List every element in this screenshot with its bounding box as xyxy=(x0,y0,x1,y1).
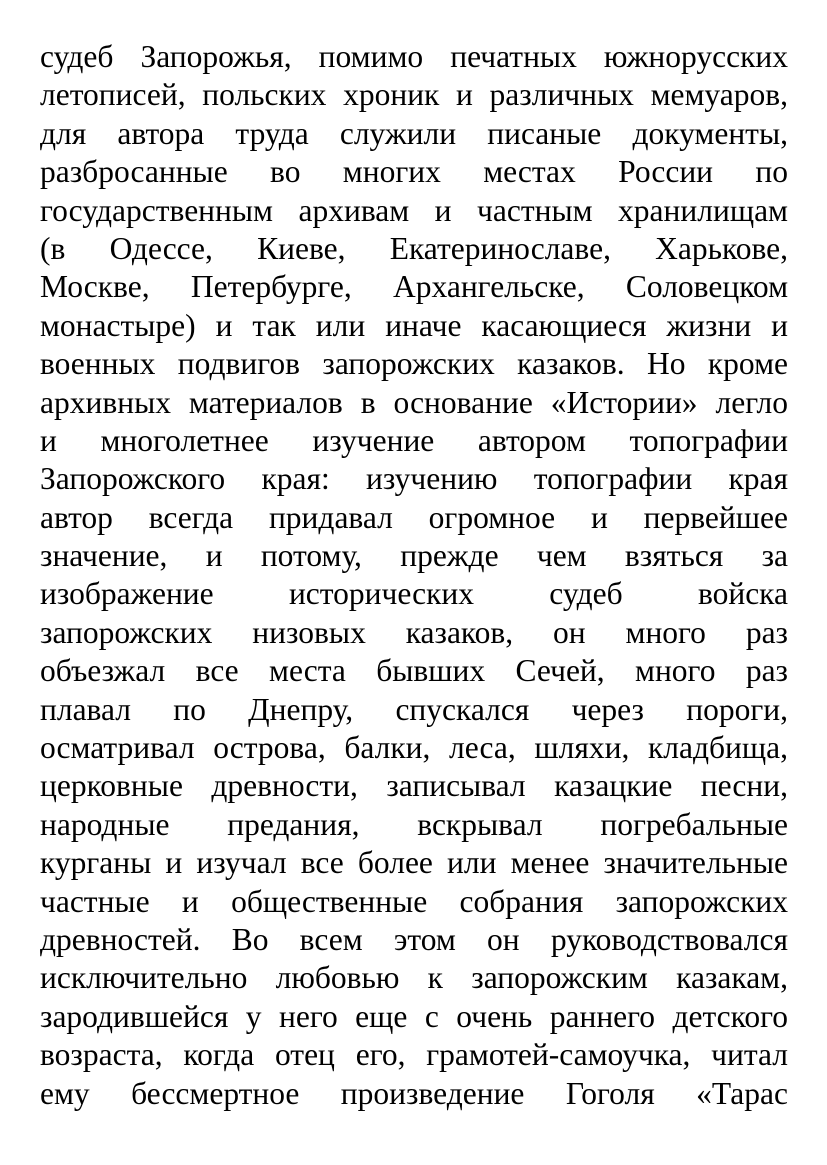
document-text-block xyxy=(40,38,788,1113)
text-line: церковные древности, записывал казацкие песни, xyxy=(40,768,788,804)
text-line: народные предания, вскрывал погребальные xyxy=(40,806,788,842)
text-line: архивных материалов в основание «Истории» легло xyxy=(40,384,788,420)
text-line: Запорожского края: изучению топографии края xyxy=(40,461,788,497)
text-line: монастыре) и так или иначе касающиеся жизни и xyxy=(40,307,788,343)
text-line: Москве, Петербурге, Архангельске, Соловецком xyxy=(40,269,788,305)
text-line: возраста, когда отец его, грамотей-самоучка, читал xyxy=(40,1037,788,1073)
text-line: осматривал острова, балки, леса, шляхи, кладбища, xyxy=(40,730,788,766)
text-line: частные и общественные собрания запорожских xyxy=(40,883,788,919)
text-line: и многолетнее изучение автором топографии xyxy=(40,422,788,458)
text-line: курганы и изучал все более или менее значительные xyxy=(40,845,788,881)
text-line: исключительно любовью к запорожским казакам, xyxy=(40,960,788,996)
text-line: летописей, польских хроник и различных мемуаров, xyxy=(40,77,788,113)
text-line: запорожских низовых казаков, он много раз xyxy=(40,614,788,650)
text-line: древностей. Во всем этом он руководствовался xyxy=(40,921,788,957)
text-line: значение, и потому, прежде чем взяться за xyxy=(40,538,788,574)
text-line: изображение исторических судеб войска xyxy=(40,576,788,612)
text-line: военных подвигов запорожских казаков. Но кроме xyxy=(40,346,788,382)
text-line: (в Одессе, Киеве, Екатеринославе, Харькове, xyxy=(40,230,788,266)
text-line: судеб Запорожья, помимо печатных южнорусских xyxy=(40,39,788,74)
text-line: зародившейся у него еще с очень раннего детского xyxy=(40,998,788,1034)
text-line: для автора труда служили писаные документы, xyxy=(40,115,788,151)
text-line: государственным архивам и частным хранилищам xyxy=(40,192,788,228)
text-line: ему бессмертное произведение Гоголя «Тарас xyxy=(40,1075,788,1111)
text-line: плавал по Днепру, спускался через пороги, xyxy=(40,691,788,727)
text-line: автор всегда придавал огромное и первейшее xyxy=(40,499,788,535)
text-line: разбросанные во многих местах России по xyxy=(40,154,788,190)
text-line: объезжал все места бывших Сечей, много раз xyxy=(40,653,788,689)
